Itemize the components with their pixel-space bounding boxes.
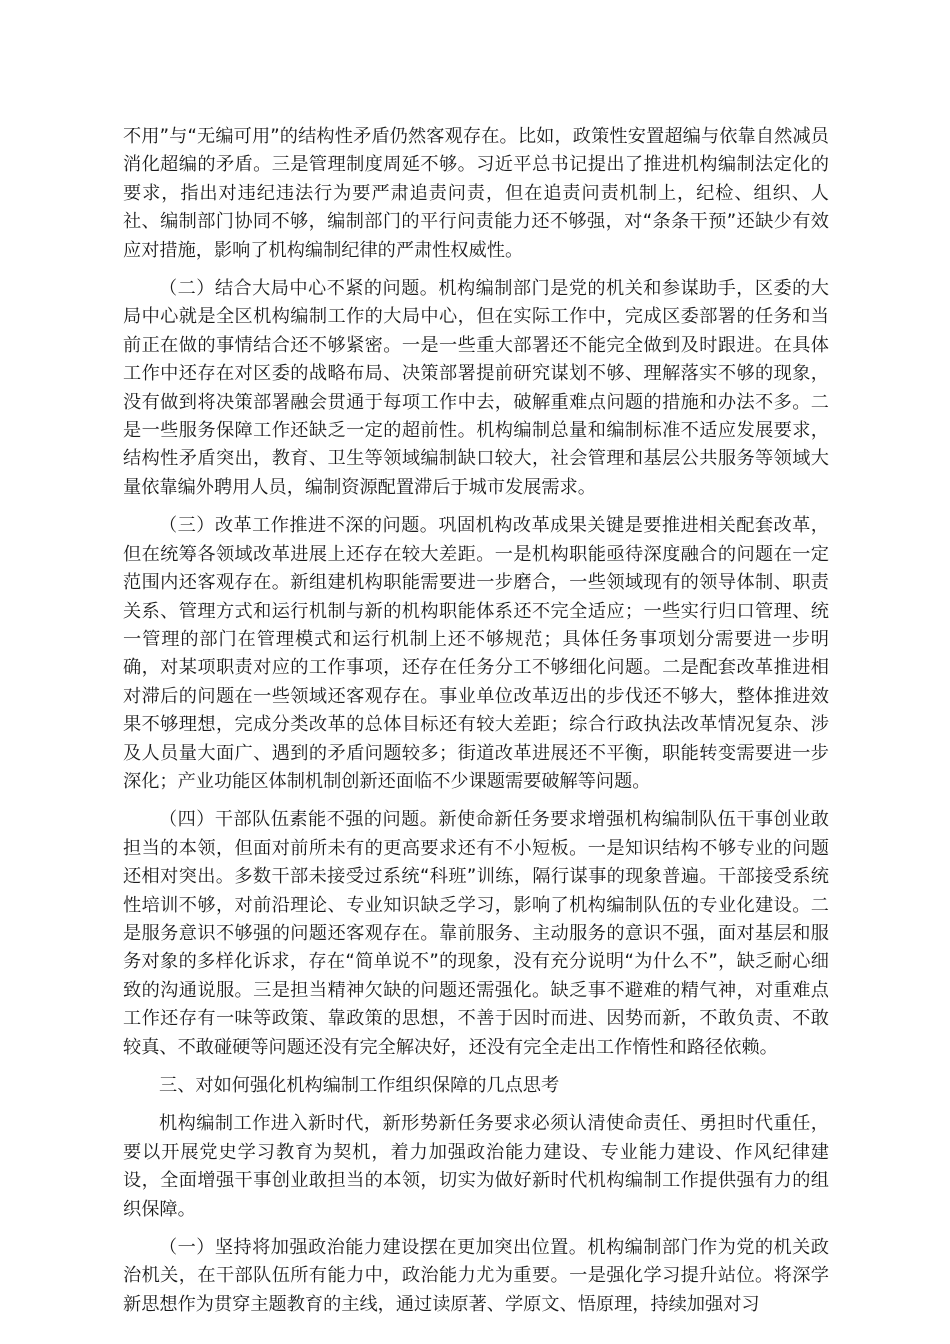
section-heading-three: 三、对如何强化机构编制工作组织保障的几点思考 xyxy=(159,1075,560,1096)
paragraph-section-3-reform-work: （三）改革工作推进不深的问题。巩固机构改革成果关键是要推进相关配套改革，但在统筹各领域改革进展上还存在较大差距。一是机构职能亟待深度融合的问题在一定范围内还客观存在。新组建机构职能需要进一步磨合，一些领域现有的领导体制、职责关系、管理方式和运行机制与新的机构职能体系还不完全适应；一些实行归口管理、统一管理的部门在管理模式和运行机制上还不够规范；具体任务事项划分需要进一步明确，对某项职责对应的工作事项，还存在任务分工不够细化问题。二是配套改革推进相对滞后的问题在一些领域还客观存在。事业单位改革迈出的步伐还不够大，整体推进效果不够理想，完成分类改革的总体目标还有较大差距；综合行政执法改革情况复杂、涉及人员量大面广、遇到的矛盾问题较多；街道改革进展还不平衡，职能转变需要进一步深化；产业功能区体制机制创新还面临不少课题需要破解等问题。 xyxy=(123,515,829,792)
paragraph-section-2-overall-situation: （二）结合大局中心不紧的问题。机构编制部门是党的机关和参谋助手，区委的大局中心就是全区机构编制工作的大局中心，但在实际工作中，完成区委部署的任务和当前正在做的事情结合还不够紧密。一是一些重大部署还不能完全做到及时跟进。在具体工作中还存在对区委的战略布局、决策部署提前研究谋划不够、理解落实不够的现象，没有做到将决策部署融会贯通于每项工作中去，破解重难点问题的措施和办法不多。二是一些服务保障工作还缺乏一定的超前性。机构编制总量和编制标准不适应发展要求，结构性矛盾突出，教育、卫生等领域编制缺口较大，社会管理和基层公共服务等领域大量依靠编外聘用人员，编制资源配置滞后于城市发展需求。 xyxy=(123,278,829,498)
paragraph-continued-structural-issues: 不用”与“无编可用”的结构性矛盾仍然客观存在。比如，政策性安置超编与依靠自然减员消化超编的矛盾。三是管理制度周延不够。习近平总书记提出了推进机构编制法定化的要求，指出对违纪违法行为要严肃追责问责，但在追责问责机制上，纪检、组织、人社、编制部门协同不够，编制部门的平行问责能力还不够强，对“条条干预”还缺少有效应对措施，影响了机构编制纪律的严肃性权威性。 xyxy=(123,126,829,261)
paragraph-political-capacity: （一）坚持将加强政治能力建设摆在更加突出位置。机构编制部门作为党的机关政治机关，在干部队伍所有能力中，政治能力尤为重要。一是强化学习提升站位。将深学新思想作为贯穿主题教育的主线，通过读原著、学原文、悟原理，持续加强对习 xyxy=(123,1237,829,1315)
paragraph-section-4-cadre-team: （四）干部队伍素能不强的问题。新使命新任务要求增强机构编制队伍干事创业敢担当的本领，但面对前所未有的更高要求还有不小短板。一是知识结构不够专业的问题还相对突出。多数干部未接受过系统“科班”训练，隔行谋事的现象普遍。干部接受系统性培训不够，对前沿理论、专业知识缺乏学习，影响了机构编制队伍的专业化建设。二是服务意识不够强的问题还客观存在。靠前服务、主动服务的意识不强，面对基层和服务对象的多样化诉求，存在“简单说不”的现象，没有充分说明“为什么不”，缺乏耐心细致的沟通说服。三是担当精神欠缺的问题还需强化。缺乏事不避难的精气神，对重难点工作还存有一味等政策、靠政策的思想，不善于因时而进、因势而新，不敢负责、不敢较真、不敢碰硬等问题还没有完全解决好，还没有完全走出工作惰性和路径依赖。 xyxy=(123,809,829,1058)
document-page xyxy=(123,123,829,1329)
paragraph-new-era-intro: 机构编制工作进入新时代，新形势新任务要求必须认清使命责任、勇担时代重任，要以开展党史学习教育为契机，着力加强政治能力建设、专业能力建设、作风纪律建设，全面增强干事创业敢担当的本领，切实为做好新时代机构编制工作提供强有力的组织保障。 xyxy=(123,1113,829,1220)
